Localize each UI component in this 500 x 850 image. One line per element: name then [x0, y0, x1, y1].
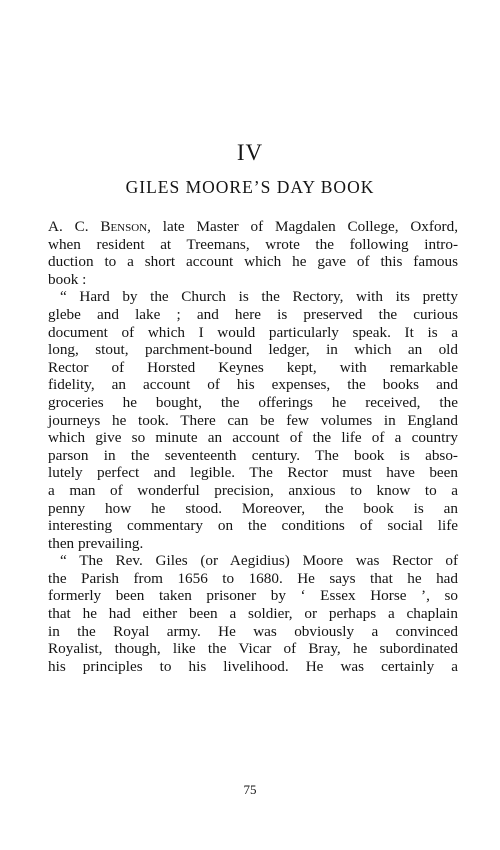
text-line: the Parish from 1656 to 1680. He says that he had — [48, 569, 458, 587]
text-line: which give so minute an account of the life of a country — [48, 429, 458, 447]
text-line: groceries he bought, the offerings he received, the — [48, 393, 458, 411]
body-text — [48, 218, 458, 675]
page-number: 75 — [243, 782, 257, 797]
text-line: “ Hard by the Church is the Rectory, with its pretty — [60, 288, 458, 306]
text-line: interesting commentary on the conditions of social life — [48, 517, 458, 535]
text-line: parson in the seventeenth century. The book is abso- — [48, 446, 458, 464]
text-line: when resident at Treemans, wrote the following intro- — [48, 235, 458, 253]
text-line-fragment: , late Master of Magdalen College, Oxford, — [147, 218, 458, 235]
text-line: book : — [48, 270, 87, 288]
text-line: Royalist, though, like the Vicar of Bray, he subordinated — [48, 640, 458, 658]
text-line: that he had either been a soldier, or perhaps a chaplain — [48, 605, 458, 623]
author-initials: A. C. — [48, 218, 101, 235]
text-line: document of which I would particularly speak. It is a — [48, 323, 458, 341]
text-line: long, stout, parchment-bound ledger, in which an old — [48, 341, 458, 359]
text-line: in the Royal army. He was obviously a convinced — [48, 622, 458, 640]
text-line: journeys he took. There can be few volumes in England — [48, 411, 458, 429]
text-line — [48, 218, 458, 236]
text-line: penny how he stood. Moreover, the book is an — [48, 499, 458, 517]
text-line: “ The Rev. Giles (or Aegidius) Moore was Rector of — [60, 552, 458, 570]
text-line: a man of wonderful precision, anxious to know to a — [48, 481, 458, 499]
text-line: then prevailing. — [48, 534, 144, 552]
chapter-numeral: IV — [236, 140, 264, 165]
text-line: lutely perfect and legible. The Rector must have been — [48, 464, 458, 482]
author-surname: Benson — [100, 218, 148, 235]
text-line: duction to a short account which he gave of this famous — [48, 253, 458, 271]
chapter-title: GILES MOORE’S DAY BOOK — [125, 177, 375, 197]
text-line: his principles to his livelihood. He was certainly a — [48, 657, 458, 675]
text-line: fidelity, an account of his expenses, the books and — [48, 376, 458, 394]
text-line: formerly been taken prisoner by ‘ Essex Horse ’, so — [48, 587, 458, 605]
text-line: Rector of Horsted Keynes kept, with remarkable — [48, 358, 458, 376]
text-line: glebe and lake ; and here is preserved the curious — [48, 305, 458, 323]
